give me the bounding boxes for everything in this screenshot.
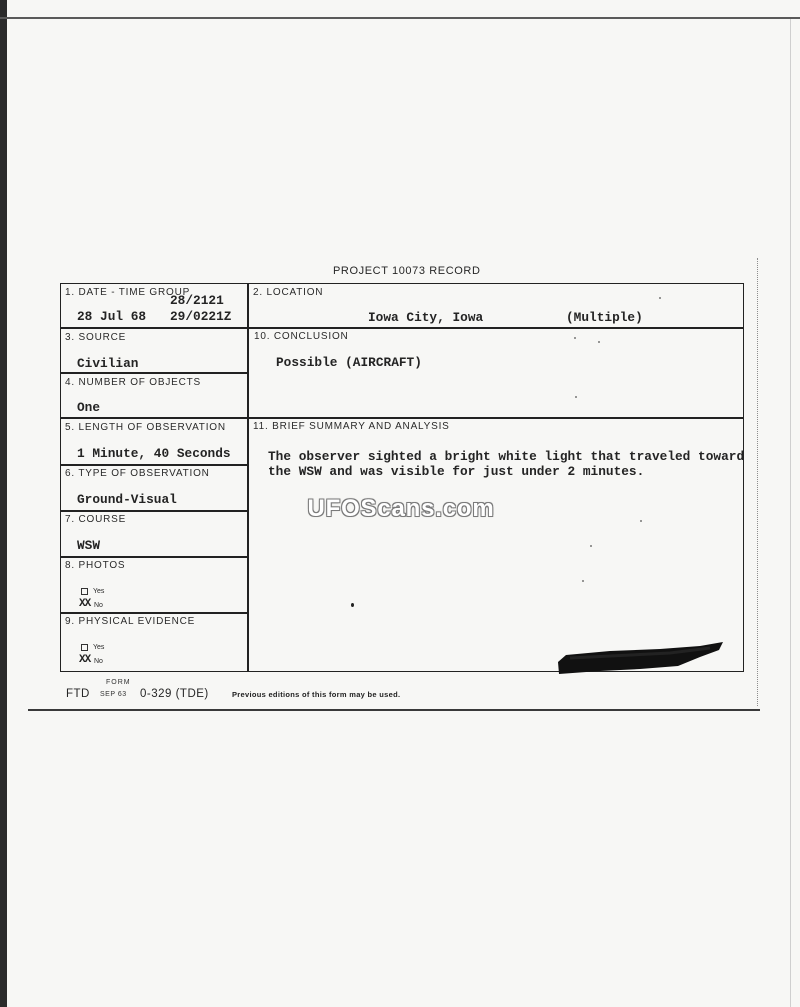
checkbox-yes-label: Yes bbox=[93, 644, 105, 651]
form-number: 0-329 (TDE) bbox=[140, 688, 209, 700]
field-physical-evidence bbox=[60, 612, 247, 672]
summary-text: The observer sighted a bright white light that traveled toward the WSW and was visible for just under 2 minutes. bbox=[268, 449, 745, 479]
field-conclusion bbox=[247, 327, 744, 417]
checkbox-icon bbox=[81, 644, 88, 651]
footer-rule bbox=[28, 709, 760, 711]
scan-edge-top bbox=[0, 17, 800, 19]
field-label: 8. PHOTOS bbox=[65, 560, 126, 571]
field-length-of-observation bbox=[60, 417, 247, 464]
field-label: 2. LOCATION bbox=[253, 287, 324, 298]
field-label: 7. COURSE bbox=[65, 514, 127, 525]
redaction-mark bbox=[550, 636, 730, 678]
checkbox-no-label: No bbox=[94, 658, 103, 665]
field-label: 9. PHYSICAL EVIDENCE bbox=[65, 616, 196, 627]
field-value: One bbox=[77, 400, 101, 415]
field-value: Iowa City, Iowa bbox=[368, 310, 484, 325]
scan-artifact-line bbox=[757, 258, 758, 706]
watermark-text: UFOScans.com bbox=[307, 495, 495, 522]
field-value: WSW bbox=[77, 538, 101, 553]
checkbox-no-mark: XX bbox=[79, 598, 91, 610]
field-location bbox=[247, 283, 744, 327]
checkbox-no-mark: XX bbox=[79, 654, 91, 666]
field-photos bbox=[60, 556, 247, 612]
checkbox-yes-label: Yes bbox=[93, 588, 105, 595]
field-value-date: 28 Jul 68 bbox=[77, 309, 147, 324]
field-label: 4. NUMBER OF OBJECTS bbox=[65, 377, 202, 388]
field-label: 6. TYPE OF OBSERVATION bbox=[65, 468, 210, 479]
field-type-of-observation bbox=[60, 464, 247, 510]
field-value: Possible (AIRCRAFT) bbox=[276, 355, 422, 370]
field-value: 1 Minute, 40 Seconds bbox=[77, 446, 231, 461]
field-number-of-objects bbox=[60, 372, 247, 417]
field-label: 1. DATE - TIME GROUP bbox=[65, 287, 191, 298]
field-value-time-bottom: 29/0221Z bbox=[170, 309, 232, 324]
form-label: FORM bbox=[106, 679, 131, 686]
field-label: 10. CONCLUSION bbox=[254, 331, 349, 342]
field-source bbox=[60, 327, 247, 372]
scan-edge-left bbox=[0, 0, 7, 1007]
field-value-time-top: 28/2121 bbox=[170, 293, 224, 308]
field-summary bbox=[247, 417, 744, 672]
field-label: 5. LENGTH OF OBSERVATION bbox=[65, 422, 226, 433]
checkbox-icon bbox=[81, 588, 88, 595]
field-label: 11. BRIEF SUMMARY AND ANALYSIS bbox=[253, 421, 450, 432]
page-title: PROJECT 10073 RECORD bbox=[333, 265, 481, 277]
form-prefix: FTD bbox=[66, 688, 90, 700]
field-value-note: (Multiple) bbox=[566, 310, 643, 325]
form-note: Previous editions of this form may be used. bbox=[232, 690, 401, 699]
field-value: Civilian bbox=[77, 356, 139, 371]
form-date: SEP 63 bbox=[100, 691, 127, 698]
scan-edge-right bbox=[790, 19, 791, 1007]
field-label: 3. SOURCE bbox=[65, 332, 127, 343]
checkbox-no-label: No bbox=[94, 602, 103, 609]
field-date-time bbox=[60, 283, 247, 327]
field-course bbox=[60, 510, 247, 556]
field-value: Ground-Visual bbox=[77, 492, 177, 507]
